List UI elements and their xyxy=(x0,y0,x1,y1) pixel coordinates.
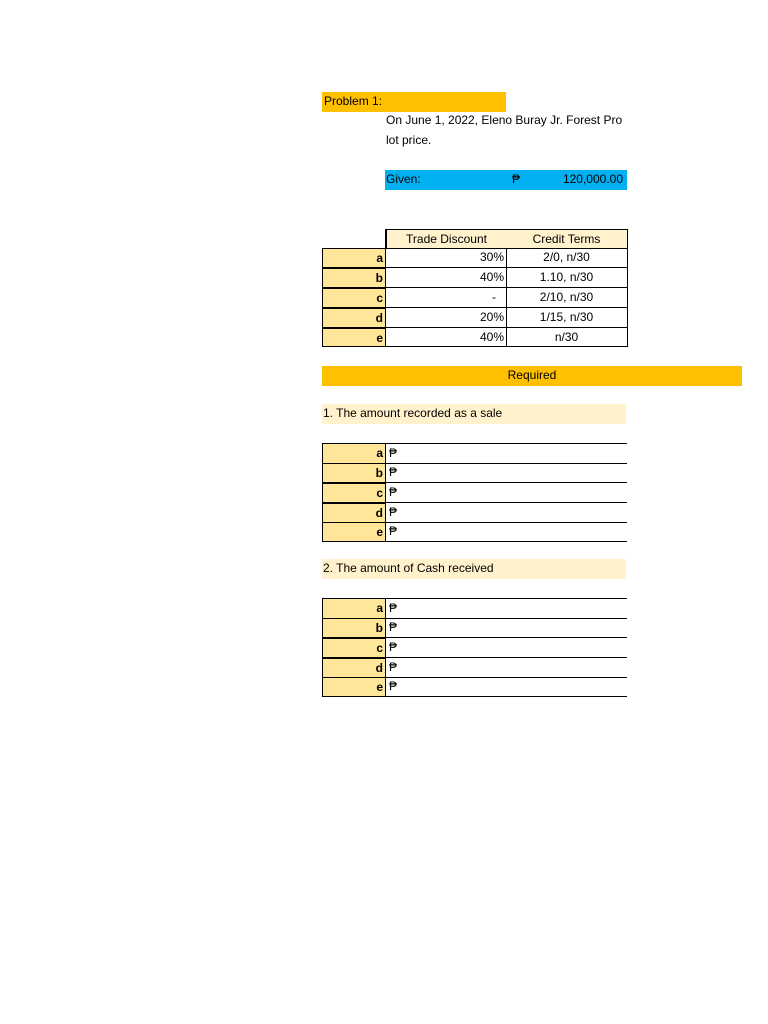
q1-label-e: e xyxy=(322,522,386,542)
question-2-title: 2. The amount of Cash received xyxy=(322,559,626,579)
question-2-answer-table xyxy=(322,598,627,696)
q2-answer-d[interactable]: ₱ xyxy=(385,658,627,678)
q2-label-c: c xyxy=(322,638,386,658)
question-1-title: 1. The amount recorded as a sale xyxy=(322,404,626,424)
trade-discount-d: 20% xyxy=(385,308,507,328)
q1-answer-e[interactable]: ₱ xyxy=(385,522,627,542)
given-amount: 120,000.00 xyxy=(562,172,623,186)
trade-discount-c: - xyxy=(385,288,507,308)
row-label-c: c xyxy=(322,288,386,308)
q1-label-a: a xyxy=(322,444,386,464)
row-label-e: e xyxy=(322,328,386,347)
trade-discount-b: 40% xyxy=(385,268,507,288)
credit-terms-e: n/30 xyxy=(506,328,628,347)
credit-terms-a: 2/0, n/30 xyxy=(506,248,628,268)
credit-terms-b: 1.10, n/30 xyxy=(506,268,628,288)
given-currency-symbol: ₱ xyxy=(512,172,521,186)
q1-answer-d[interactable]: ₱ xyxy=(385,503,627,523)
header-credit-terms: Credit Terms xyxy=(506,229,628,249)
credit-terms-c: 2/10, n/30 xyxy=(506,288,628,308)
problem-title: Problem 1: xyxy=(322,92,506,112)
q2-answer-a[interactable]: ₱ xyxy=(385,599,627,619)
q1-label-b: b xyxy=(322,463,386,483)
problem-description-line2: lot price. xyxy=(386,133,432,147)
required-banner: Required xyxy=(322,366,742,386)
q2-answer-b[interactable]: ₱ xyxy=(385,618,627,638)
q2-answer-c[interactable]: ₱ xyxy=(385,638,627,658)
q2-label-a: a xyxy=(322,599,386,619)
q2-answer-e[interactable]: ₱ xyxy=(385,677,627,697)
q2-label-e: e xyxy=(322,677,386,697)
terms-table xyxy=(322,229,628,347)
header-trade-discount: Trade Discount xyxy=(385,229,507,249)
given-label: Given: xyxy=(386,172,421,186)
problem-description-line1: On June 1, 2022, Eleno Buray Jr. Forest Pro xyxy=(386,113,623,127)
q1-answer-b[interactable]: ₱ xyxy=(385,463,627,483)
q1-label-c: c xyxy=(322,483,386,503)
trade-discount-a: 30% xyxy=(385,248,507,268)
row-label-d: d xyxy=(322,308,386,328)
trade-discount-e: 40% xyxy=(385,328,507,347)
q2-label-b: b xyxy=(322,618,386,638)
credit-terms-d: 1/15, n/30 xyxy=(506,308,628,328)
row-label-a: a xyxy=(322,248,386,268)
q1-label-d: d xyxy=(322,503,386,523)
question-1-answer-table xyxy=(322,443,627,541)
given-bar xyxy=(385,170,627,190)
row-label-b: b xyxy=(322,268,386,288)
q1-answer-c[interactable]: ₱ xyxy=(385,483,627,503)
q2-label-d: d xyxy=(322,658,386,678)
q1-answer-a[interactable]: ₱ xyxy=(385,444,627,464)
